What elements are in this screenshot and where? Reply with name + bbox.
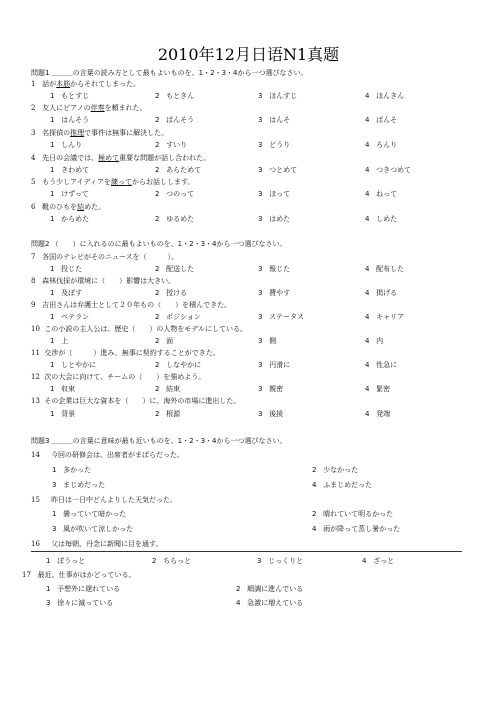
- q11-stem: 11 交渉が（ ）進み、無事に契約することができた。: [31, 349, 220, 357]
- q9-option-3: 3 ステータス: [258, 313, 305, 321]
- q2-option-2: 2 ばんそう: [155, 116, 195, 124]
- q4-option-3: 3 つとめて: [258, 166, 298, 174]
- q8-option-4: 4 掲げる: [365, 289, 398, 297]
- q14-option-1: 1 多かった: [52, 466, 92, 474]
- q5-option-1: 1 けずって: [50, 190, 89, 198]
- q6-option-4: 4 しめた: [365, 215, 398, 223]
- q6-option-1: 1 からめた: [50, 215, 90, 223]
- q15-option-2: 2 晴れていて明るかった: [312, 510, 394, 518]
- q8-option-1: 1 及ぼす: [50, 289, 83, 297]
- q13-stem: 13 その企業は巨大な資本を（ ）に、海外の市場に進出した。: [31, 397, 241, 405]
- q8-option-2: 2 授ける: [155, 289, 188, 297]
- q3-option-2: 2 すいり: [155, 141, 188, 149]
- q4-option-4: 4 つきつめて: [365, 166, 412, 174]
- q10-stem: 10 この小説の主人公は、歴史（ ）の人物をモデルにしている。: [31, 325, 248, 333]
- q4-option-2: 2 あらためて: [155, 166, 202, 174]
- q3-option-1: 1 しんり: [50, 141, 83, 149]
- q16-option-4: 4 ざっと: [362, 557, 395, 565]
- q6-option-2: 2 ゆるめた: [155, 215, 195, 223]
- q12-stem: 12 次の大会に向けて、チームの（ ）を強めよう。: [31, 373, 206, 381]
- q9-option-2: 2 ポジション: [155, 313, 201, 321]
- divider-line: [31, 551, 462, 552]
- q7-option-1: 1 投じた: [50, 265, 83, 273]
- q3-stem: 3 名探偵の推理で事件は無事に解決した。: [31, 129, 169, 137]
- q7-option-4: 4 配布した: [365, 265, 405, 273]
- q11-option-2: 2 しなやかに: [155, 361, 202, 369]
- q17-option-1: 1 予想外に遅れている: [46, 585, 121, 593]
- q6-option-3: 3 はめた: [258, 215, 291, 223]
- q4-stem: 4 先日の会議では、極めて重要な問題が話し合われた。: [31, 154, 211, 162]
- q13-option-4: 4 発端: [365, 410, 391, 418]
- q12-option-3: 3 親密: [258, 385, 284, 393]
- q10-option-4: 4 内: [365, 337, 384, 345]
- section3-heading: 問題3 ＿＿＿の言葉に意味が最も近いものを、1・2・3・4から一つ選びなさい。: [31, 437, 287, 445]
- q16-stem: 16 父は毎朝、丹念に新聞に目を通す。: [31, 540, 163, 548]
- q12-option-4: 4 緊密: [365, 385, 391, 393]
- q6-stem: 6 靴のひもを結めた。: [31, 203, 106, 211]
- q5-stem: 5 もう少しアイディアを練ってからお話しします。: [31, 178, 195, 186]
- q13-option-2: 2 根源: [155, 410, 181, 418]
- q13-option-1: 1 背景: [50, 410, 76, 418]
- q1-option-3: 3 ほんすじ: [258, 92, 298, 100]
- q15-option-4: 4 雨が降って蒸し暑かった: [312, 525, 401, 533]
- q1-stem: 1 話が本筋からそれてしまった。: [31, 80, 141, 88]
- q14-option-3: 3 まじめだった: [52, 481, 106, 489]
- q12-option-2: 2 結束: [155, 385, 181, 393]
- q3-option-3: 3 どうり: [258, 141, 291, 149]
- q7-stem: 7 各国のテレビがそのニュースを（ ）。: [31, 253, 179, 261]
- q5-option-3: 3 ほって: [258, 190, 291, 198]
- q17-option-3: 3 徐々に減っている: [46, 599, 114, 607]
- q17-stem: 17 最近、仕事がはかどっている。: [22, 571, 136, 579]
- q17-option-2: 2 順調に進んでいる: [236, 585, 304, 593]
- q1-option-1: 1 もとすじ: [50, 92, 90, 100]
- q1-option-4: 4 ほんきん: [365, 92, 405, 100]
- q9-stem: 9 吉田さんは弁護士として２０年もの（ ）を積んできた。: [31, 301, 232, 309]
- q15-option-1: 1 曇っていて暗かった: [52, 510, 127, 518]
- q14-option-2: 2 少なかった: [312, 466, 359, 474]
- q7-option-2: 2 配送した: [155, 265, 195, 273]
- q15-option-3: 3 風が吹いて涼しかった: [52, 525, 134, 533]
- q8-option-3: 3 費やす: [258, 289, 291, 297]
- q10-option-2: 2 面: [155, 337, 174, 345]
- q13-option-3: 3 後援: [258, 410, 284, 418]
- q10-option-1: 1 上: [50, 337, 69, 345]
- q14-option-4: 4 ふまじめだった: [312, 481, 373, 489]
- q8-stem: 8 森林伐採が環境に（ ）影響は大きい。: [31, 277, 176, 285]
- q12-option-1: 1 収束: [50, 385, 76, 393]
- q10-option-3: 3 側: [258, 337, 277, 345]
- q5-option-4: 4 ねって: [365, 190, 398, 198]
- q11-option-3: 3 円滑に: [258, 361, 291, 369]
- q3-option-4: 4 ろんり: [365, 141, 398, 149]
- section1-heading: 問題1 ＿＿＿の言葉の読み方として最もよいものを、1・2・3・4から一つ選びなさい。: [31, 69, 308, 77]
- q16-option-1: 1 ぼうっと: [46, 557, 86, 565]
- section2-heading: 問題2 （ ）に入れるのに最もよいものを、1・2・3・4から一つ選びなさい。: [31, 240, 287, 248]
- q2-option-4: 4 ばんそ: [365, 116, 398, 124]
- q11-option-1: 1 しとやかに: [50, 361, 97, 369]
- q14-stem: 14 今回の研修会は、出席者がまばらだった。: [31, 451, 185, 459]
- q9-option-4: 4 キャリア: [365, 313, 405, 321]
- q17-option-4: 4 急激に増えている: [236, 599, 304, 607]
- q1-option-2: 2 もときん: [155, 92, 195, 100]
- q16-option-2: 2 ちらっと: [152, 557, 192, 565]
- q2-stem: 2 友人にピアノの伴奏を頼まれた。: [31, 104, 147, 112]
- q2-option-3: 3 はんそ: [258, 116, 291, 124]
- q11-option-4: 4 性急に: [365, 361, 398, 369]
- q15-stem: 15 昨日は一日中どんよりした天気だった。: [31, 496, 178, 504]
- page-title: 2010年12月日语N1真题: [157, 45, 340, 64]
- q2-option-1: 1 はんそう: [50, 116, 90, 124]
- q16-option-3: 3 じっくりと: [257, 557, 304, 565]
- q9-option-1: 1 ベテラン: [50, 313, 90, 321]
- q5-option-2: 2 つのって: [155, 190, 195, 198]
- q7-option-3: 3 報じた: [258, 265, 291, 273]
- q4-option-1: 1 きわめて: [50, 166, 90, 174]
